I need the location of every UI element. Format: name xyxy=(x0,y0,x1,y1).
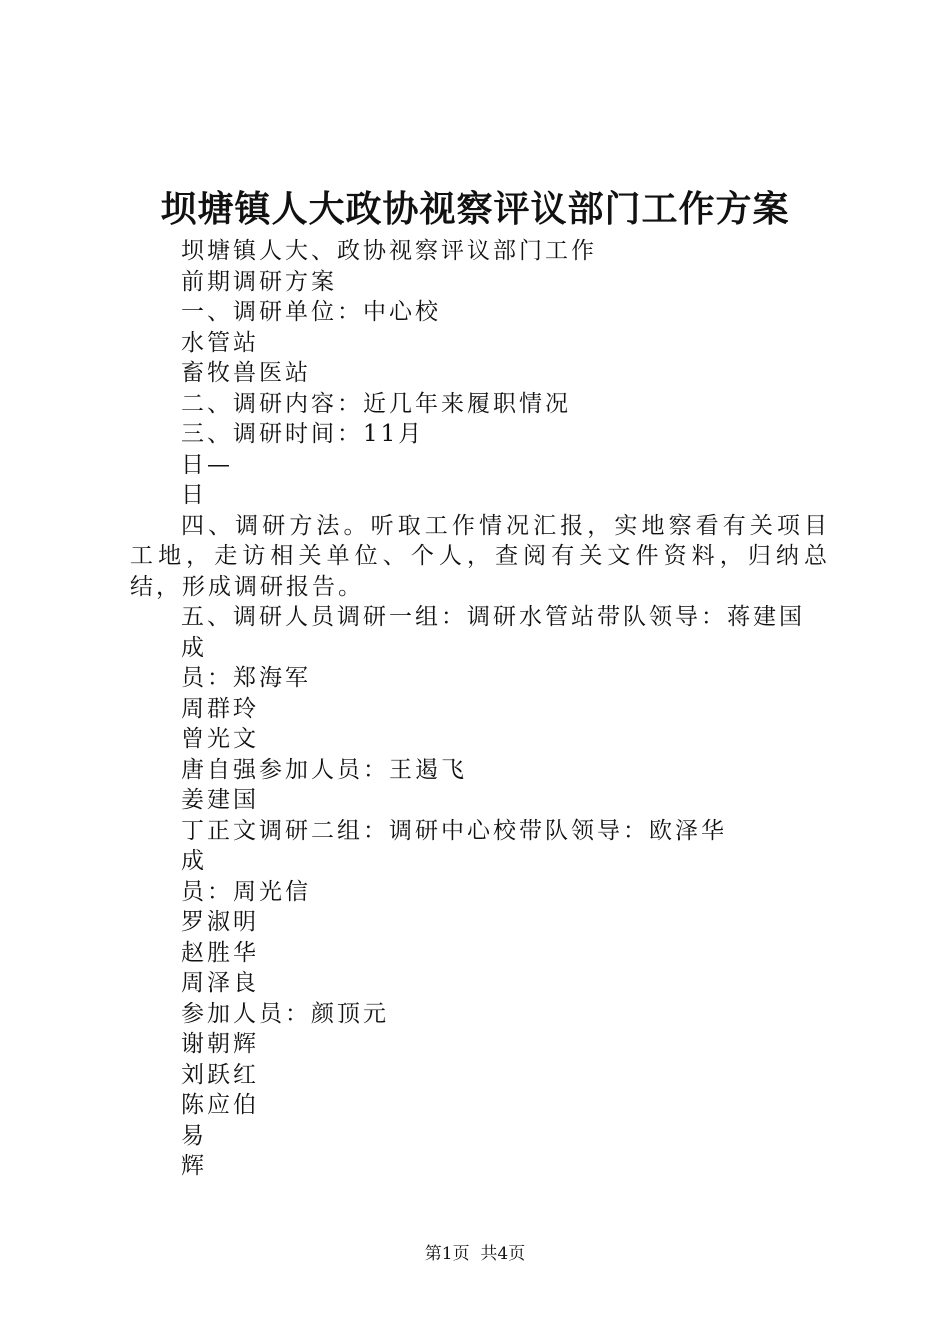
body-line: 参加人员：颜顶元 xyxy=(181,1000,389,1027)
body-line: 赵胜华 xyxy=(181,939,259,966)
document-body xyxy=(130,236,830,1182)
body-line: 日 xyxy=(181,482,207,508)
body-line: 畜牧兽医站 xyxy=(181,360,311,386)
body-line: 二、调研内容：近几年来履职情况 xyxy=(181,390,571,417)
body-line: 唐自强参加人员：王遏飞 xyxy=(181,756,467,783)
body-line: 成 xyxy=(181,634,207,661)
body-line: 员：周光信 xyxy=(181,878,311,905)
page-footer xyxy=(0,1242,950,1266)
body-line: 一、调研单位：中心校 xyxy=(181,299,441,325)
body-line: 坝塘镇人大、政协视察评议部门工作 xyxy=(181,238,597,264)
document-title: 坝塘镇人大政协视察评议部门工作方案 xyxy=(160,188,790,230)
page-number: 第1页 xyxy=(424,1244,470,1264)
body-line: 三、调研时间：11月 xyxy=(181,421,425,447)
body-line: 丁正文调研二组：调研中心校带队领导：欧泽华 xyxy=(181,817,727,844)
method-paragraph: 四、调研方法。听取工作情况汇报，实地察看有关项目工地，走访相关单位、个人，查阅有关文件资料，归纳总结，形成调研报告。 xyxy=(130,512,830,600)
body-line: 谢朝辉 xyxy=(181,1031,259,1057)
body-line: 日— xyxy=(181,451,233,478)
body-line: 刘跃红 xyxy=(181,1061,259,1088)
body-line: 陈应伯 xyxy=(181,1092,259,1118)
body-line: 成 xyxy=(181,848,207,874)
body-line: 员：郑海军 xyxy=(181,665,311,691)
body-line: 易 xyxy=(181,1122,207,1149)
body-line: 前期调研方案 xyxy=(181,268,337,295)
body-line: 周泽良 xyxy=(181,970,259,996)
page-total: 共4页 xyxy=(480,1244,526,1264)
body-line: 罗淑明 xyxy=(181,909,259,935)
body-line: 五、调研人员调研一组：调研水管站带队领导：蒋建国 xyxy=(181,604,805,630)
body-line: 辉 xyxy=(181,1153,207,1179)
body-line: 曾光文 xyxy=(181,726,259,752)
body-line: 姜建国 xyxy=(181,787,259,813)
body-line: 水管站 xyxy=(181,329,259,356)
body-line: 周群玲 xyxy=(181,695,259,722)
